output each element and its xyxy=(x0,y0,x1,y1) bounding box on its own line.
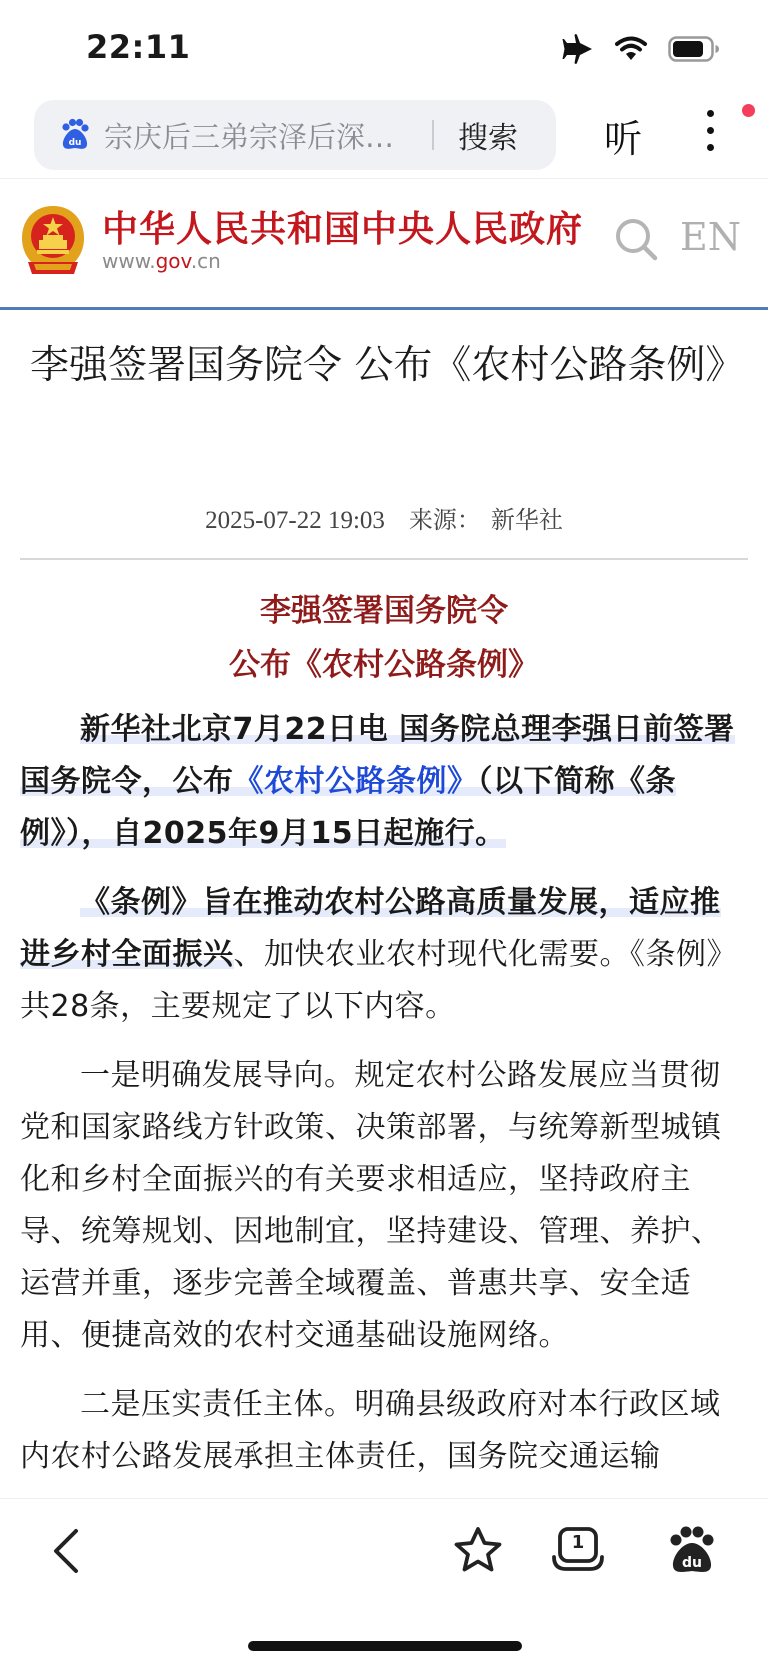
baidu-paw-icon[interactable] xyxy=(664,1523,720,1579)
baidu-paw-icon xyxy=(58,118,92,152)
svg-text:du: du xyxy=(68,138,82,148)
svg-text:du: du xyxy=(682,1555,702,1571)
back-icon[interactable] xyxy=(40,1523,96,1579)
notification-dot xyxy=(742,104,755,117)
listen-button[interactable]: 听 xyxy=(604,117,643,161)
article-headline: 李强签署国务院令 公布《农村公路条例》 xyxy=(30,343,745,388)
paragraph: 二是压实责任主体。明确县级政府对本行政区域内农村公路发展承担主体责任，国务院交通运输 xyxy=(20,1387,721,1474)
search-icon[interactable] xyxy=(614,217,658,261)
paragraph xyxy=(20,704,748,860)
site-url-suffix: .cn xyxy=(190,249,221,273)
article-source: 新华社 xyxy=(490,506,563,534)
national-emblem-icon[interactable] xyxy=(20,204,86,276)
status-bar xyxy=(0,0,768,96)
battery-icon xyxy=(668,36,720,62)
highlighted-text: 《条例》旨在推动农村公路高质量发展，适应推进乡村全面振兴 xyxy=(20,885,721,972)
divider xyxy=(20,558,748,560)
lead-title xyxy=(0,584,768,692)
article-body xyxy=(20,704,748,1500)
status-icons xyxy=(562,34,720,64)
site-url-prefix: www. xyxy=(102,249,156,273)
tab-count: 1 xyxy=(571,1532,585,1553)
browser-toolbar xyxy=(0,96,768,178)
divider xyxy=(432,120,434,150)
home-indicator[interactable] xyxy=(248,1641,522,1651)
highlighted-text: （以下简称《条例》），自2025年9月15日起施行。 xyxy=(20,764,676,851)
site-header xyxy=(0,178,768,310)
lead-title-line: 公布《农村公路条例》 xyxy=(229,647,539,683)
paragraph xyxy=(20,877,748,1033)
wifi-icon xyxy=(614,36,648,62)
article-meta xyxy=(0,500,768,535)
english-link[interactable]: EN xyxy=(680,215,741,259)
highlighted-text: 新华社北京7月22日电 国务院总理李强日前签署国务院令，公布 xyxy=(20,712,735,799)
article-source-label: 来源： xyxy=(408,506,481,534)
site-url-domain: gov xyxy=(155,249,191,273)
site-name[interactable]: 中华人民共和国中央人民政府 xyxy=(102,209,584,250)
paragraph: 一是明确发展导向。规定农村公路发展应当贯彻党和国家路线方针政策、决策部署，与统筹新型城镇化和乡村全面振兴的有关要求相适应，坚持政府主导、统筹规划、因地制宜，坚持建设、管理、养护、运营并重，逐步完善全域覆盖、普惠共享、安全适用、便捷高效的农村交通基础设施网络。 xyxy=(20,1058,722,1353)
regulation-link[interactable]: 《农村公路条例》 xyxy=(233,764,478,799)
search-query[interactable]: 宗庆后三弟宗泽后深… xyxy=(104,119,395,154)
star-icon[interactable] xyxy=(450,1523,506,1579)
status-time: 22:11 xyxy=(86,28,191,66)
lead-title-line: 李强签署国务院令 xyxy=(260,593,508,629)
more-icon[interactable] xyxy=(700,110,720,156)
site-url xyxy=(102,249,221,273)
search-bar[interactable] xyxy=(34,100,556,170)
paragraph-text: 、加快农业农村现代化需要。《条例》共28条，主要规定了以下内容。 xyxy=(20,937,737,1024)
bottom-nav-bar xyxy=(0,1498,768,1664)
tabs-icon[interactable] xyxy=(550,1523,606,1579)
search-button[interactable]: 搜索 xyxy=(458,121,518,156)
article-date: 2025-07-22 19:03 xyxy=(205,507,385,534)
airplane-icon xyxy=(562,34,594,64)
